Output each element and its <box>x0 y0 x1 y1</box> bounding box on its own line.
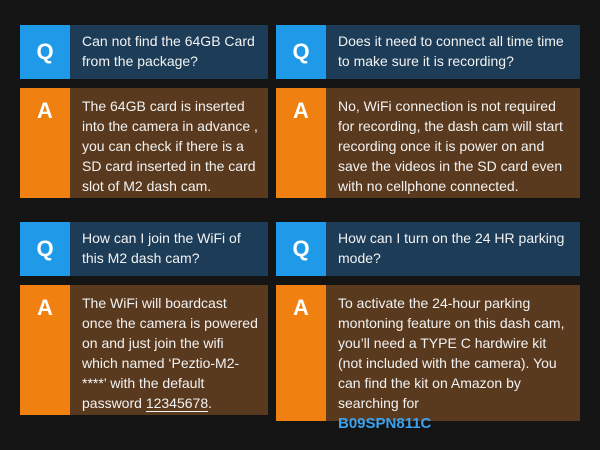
question-row <box>20 25 268 79</box>
question-row <box>20 222 268 276</box>
faq-card-2 <box>276 25 580 198</box>
a-badge: A <box>20 285 70 415</box>
a-badge: A <box>20 88 70 198</box>
q-badge: Q <box>276 222 326 276</box>
question-row <box>276 25 580 79</box>
answer-row <box>20 285 268 415</box>
question-text: How can I turn on the 24 HR parking mode? <box>326 222 580 276</box>
answer-row <box>276 88 580 198</box>
answer-text: The 64GB card is inserted into the camera in advance , you can check if there is a SD card inserted in the card slot of M2 dash cam. <box>70 88 268 198</box>
answer-row <box>276 285 580 432</box>
faq-card-3 <box>20 222 268 415</box>
a-badge: A <box>276 285 326 421</box>
question-text: How can I join the WiFi of this M2 dash cam? <box>70 222 268 276</box>
answer-end: . <box>208 395 212 411</box>
faq-card-4 <box>276 222 580 432</box>
a-badge: A <box>276 88 326 198</box>
faq-card-1 <box>20 25 268 198</box>
answer-text: No, WiFi connection is not required for recording, the dash cam will start recording once it is power on and save the videos in the SD card even with no cellphone connected. <box>326 88 580 198</box>
q-badge: Q <box>20 25 70 79</box>
answer-row <box>20 88 268 198</box>
question-text: Does it need to connect all time time to make sure it is recording? <box>326 25 580 79</box>
answer-body: To activate the 24-hour parking montoning feature on this dash cam, you’ll need a TYPE C hardwire kit (not included with the camera). You can find the kit on Amazon by searching for <box>338 295 565 411</box>
question-row <box>276 222 580 276</box>
question-text: Can not find the 64GB Card from the package? <box>70 25 268 79</box>
q-badge: Q <box>276 25 326 79</box>
default-password: 12345678 <box>145 395 209 411</box>
answer-text <box>70 285 268 415</box>
q-badge: Q <box>20 222 70 276</box>
answer-text <box>326 285 580 432</box>
product-code: B09SPN811C <box>338 415 432 432</box>
answer-body: The WiFi will boardcast once the camera is powered on and just join the wifi which named ‘Peztio-M2-****’ with the default password <box>82 295 258 411</box>
